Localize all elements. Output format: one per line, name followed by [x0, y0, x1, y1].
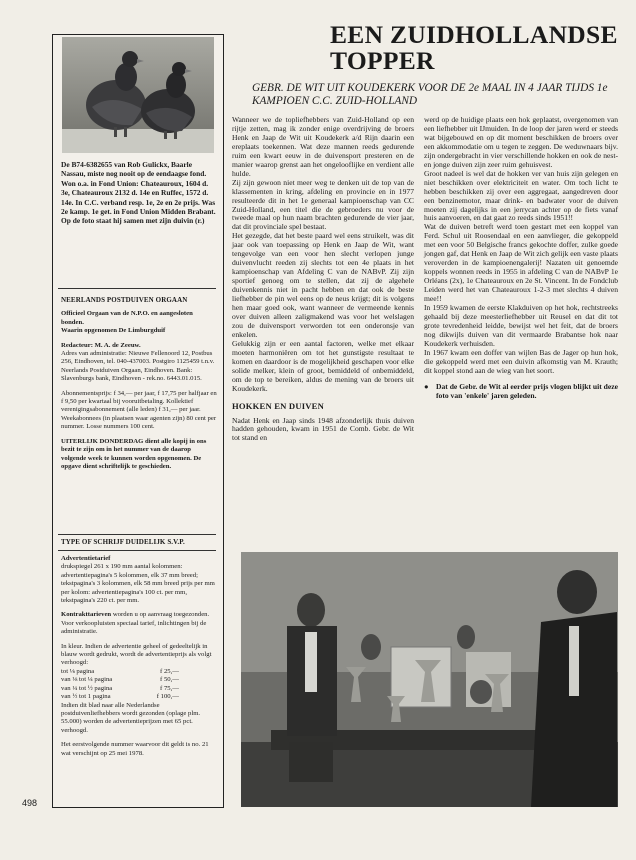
title-line-2: TOPPER [330, 46, 435, 75]
paragraph: Wanneer we de topliefhebbers van Zuid-Holland op een rijtje zetten, mag ik zonder enige overdrijving de broers Henk en Jaap de Wit uit Koudekerk a/d Rijn daarin een ereplaats toekennen. Wat deze mannen reeds gedurende ruim een kwart eeuw in de duivensport presteren en de manier waarop grenst aan het ongelooflijke en verdient alle hulde. [232, 115, 414, 178]
rate-row [61, 676, 179, 684]
rate-label: van ⅛ tot ¼ pagina [61, 676, 113, 684]
pigeon-photo-caption: De B74-6382655 van Rob Gulickx, Baarle Nassau, miste nog nooit op de eendaagse fond. Won o.a. in Fond Union: Chateauroux, 1604 d. 3e, Chateauroux 2132 d. 14e en Ruffec, 1572 d. 14e. In C.C. verband resp. 1e, 2e en 2e prijs. Was 2e kamp. 1e get. in Fond Union Midden Brabant. Op de foto staat hij samen met zijn duivin (r.) [61, 160, 216, 226]
divider [58, 550, 216, 551]
tariff-title: Advertentietarief [61, 555, 111, 562]
rate-price: f 50,— [160, 676, 179, 684]
contract-text: worden u op aanvraag toegezonden. Voor verkoopluisten speciaal tarief, inlichtingen bij de administratie. [61, 611, 210, 636]
paragraph: Nadat Henk en Jaap sinds 1948 afzonderlijk thuis duiven hadden gehouden, kwam in 1951 de Comb. Gebr. de Wit tot stand en [232, 415, 414, 443]
admin-address: Adres van administratie: Nieuwe Fellenoord 12, Postbus 256, Eindhoven, tel. 040-437003. Postgiro 1125459 t.n.v. Neerlands Postduiven Orgaan, Eindhoven. Bank: Slavenburgs bank, Eindhoven - rek.no. 6443.01.015. [61, 350, 215, 383]
article-column-1 [232, 116, 414, 443]
divider [58, 534, 216, 535]
title-line-1: EEN ZUIDHOLLANDSE [330, 20, 618, 49]
rate-row [61, 668, 179, 676]
subscription-prices: Abonnementsprijs: f 34,— per jaar, f 17,75 per halfjaar en f 9,50 per kwartaal bij vooruitbetaling. Kollektief verenigingsabonnement (alle leden) f 31,— per jaar. Weekabonnees (in plaatsen waar agenten zijn) 80 cent per nummer. Losse nummers 100 cent. [61, 389, 217, 431]
photo-caption-text: Dat de Gebr. de Wit al eerder prijs vlogen blijkt uit deze foto van 'enkele' jaren geleden. [436, 381, 618, 400]
type-title: TYPE OF SCHRIJF DUIDELIJK S.V.P. [61, 538, 185, 546]
editor: Redacteur: M. A. de Zeeuw. [61, 341, 141, 349]
color-surcharge: In kleur. Indien de advertentie geheel of gedeeltelijk in blauw wordt gedrukt, wordt de advertentieprijs als volgt verhoogd: [61, 642, 212, 667]
ad-rates [61, 555, 217, 764]
article-title [330, 22, 618, 74]
org-official: Officieel Orgaan van de N.P.O. en aangesloten bonden. [61, 310, 193, 326]
article-subtitle: GEBR. DE WIT UIT KOUDEKERK VOOR DE 2e MAAL IN 4 JAAR TIJDS 1e KAMPIOEN C.C. ZUID-HOLLAND [252, 82, 608, 107]
tariff-text: drukspiegel 261 x 190 mm aantal kolommen: advertentiepagina's 5 kolommen, elk 37 mm breed; tekstpagina's 3 kolommen, elk 58 mm breed prijs per mm per kolom: advertentiepagina's 100 ct. per mm, tekstpagina's 220 ct. per mm. [61, 563, 215, 605]
paragraph: Het gezegde, dat het beste paard wel eens struikelt, was dit jaar ook van toepassing op Henk en Jaap de Wit, want tengevolge van een voor hen slecht verlopen junge duivenvlucht reeden zij slechts tot een 4e plaats in het kampioenschap van Afdeling C van de NABvP. Zij zijn sportief genoeg om te stellen, dat zij de algehele duivenkennis niet in pacht hebben en dat ook de beste liefhebber de pin wel eens op de neus krijgt; dit is volgens hen maar goed ook, want wanneer de vermeende kennis over duiven alleen zaligmakend was voor het welslagen zou de duivensport verworden tot een onderonsje van enkelen. [232, 231, 414, 339]
section-heading: HOKKEN EN DUIVEN [232, 400, 325, 411]
org-limburg: Waarin opgenomen De Limburgduif [61, 327, 166, 335]
paragraph: In 1959 kwamen de eerste Klakduiven op het hok, rechtstreeks gehaald bij deze meesterliefhebber uit Reusel en dat dit tot grote tevredenheid leidde, bewijst wel het feit, dat de broers nog dikwijls duiven van dit vermaarde Brabantse hok naar Koudekerk verhuisden. [424, 303, 618, 348]
rate-price: f 75,— [160, 684, 179, 692]
divider [58, 288, 216, 289]
bullet-icon: ● [424, 381, 429, 391]
paragraph: Zij zijn gewoon niet meer weg te denken uit de top van de klassementen in kring, afdeling en provincie en in 1977 resulteerde dit in het 1e generaal kampioenschap van CC Zuid-Holland, een titel die de gebroeders nu voor de tweede maal op hun naam brachten gedurende de vier jaar, dat dit provinciale spel bestaat. [232, 177, 414, 232]
next-issue-note: Het eerstvolgende nummer waarvoor dit geldt is no. 21 wat verschijnt op 25 mei 1978. [61, 741, 209, 757]
rate-label: tot ⅛ pagina [61, 667, 95, 675]
paragraph: In 1967 kwam een doffer van wijlen Bas de Jager op hun hok, die gekoppeld werd met een duivin afkomstig van M. Krauth; dit koppel stond aan de wieg van het soort. [424, 347, 618, 375]
brothers-trophies-photo [241, 552, 618, 807]
photo-caption [424, 382, 618, 400]
rate-price: f 25,— [160, 667, 179, 675]
masthead [61, 296, 217, 477]
deadline-notice: UITERLIJK DONDERDAG dient alle kopij in ons bezit te zijn om in het nummer van de daarop volgende week te kunnen worden opgenomen. De opgave dient schriftelijk te geschieden. [61, 437, 207, 470]
rate-label: van ¼ tot ½ pagina [61, 684, 113, 692]
rate-label: van ½ tot 1 pagina [61, 693, 111, 701]
paragraph: Wat de duiven betreft werd toen gestart met een koppel van Ferd. Schul uit Roosendaal en een aanvlieger, die gekoppeld met een voor 50 Belgische francs gekochte doffer, zulke goede jongen gaf, dat Henk en Jaap de Wit zich gelijk een vaste plaats veroverden in de kampioenengalerij! Nazaten uit genoemde koppels wonnen reeds in 1955 in afdeling C van de NABvP 1e Orléans (2x), 1e Chateauroux en 2e St. Vincent. In de Fondclub Leiden werd het van Chateauroux 1-2-3 met slechts 4 duiven mee!! [424, 222, 618, 304]
paragraph: Gelukkig zijn er een aantal factoren, welke met elkaar moeten harmoniëren om tot het gunstigste resultaat te komen en daardoor is de mogelijkheid geschapen voor elke solide melker, klein of groot, bemiddeld of onbemiddeld, om de top te bereiken, aldus de mening van de broers uit Koudekerk. [232, 338, 414, 393]
org-title: NEERLANDS POSTDUIVEN ORGAAN [61, 296, 188, 304]
pigeon-photo [62, 37, 214, 153]
paragraph: Groot nadeel is wel dat de hokken ver van huis zijn gelegen en niet beschikken over elektriciteit en water. Om toch licht te hebben beschikken zij over een aggregaat, aangedreven door een benzinemotor, maar drink- en badwater voor de duiven moeten zij dagelijks in een jerrycan achter op de fiets vanaf huis aanvoeren, en dat gaat zo reeds sinds 1951!! [424, 168, 618, 223]
rate-table [61, 668, 217, 702]
article-column-2 [424, 116, 618, 400]
rate-row [61, 685, 179, 693]
circulation-note: Indien dit blad naar alle Nederlandse postduivenliefhebbers wordt gezonden (oplage plm. 55.000) worden de advertentieprijzen met 65 pct. verhoogd. [61, 701, 201, 734]
rate-row [61, 693, 179, 701]
page-number: 498 [22, 798, 38, 808]
rate-price: f 100,— [156, 693, 179, 701]
contract-title: Kontrakttarieven [61, 611, 112, 619]
paragraph: werd op de huidige plaats een hok geplaatst, overgenomen van een liefhebber uit IJmuiden. In de loop der jaren werd er steeds wat bijgebouwd en op dit moment beschikken de broers over een akkommodatie om u tegen te zeggen. De weduwnaars bijv. zijn ondergebracht in vier verschillende hokken en ook de nest- en jonge duiven zijn zeer ruim gehuisvest. [424, 115, 618, 169]
